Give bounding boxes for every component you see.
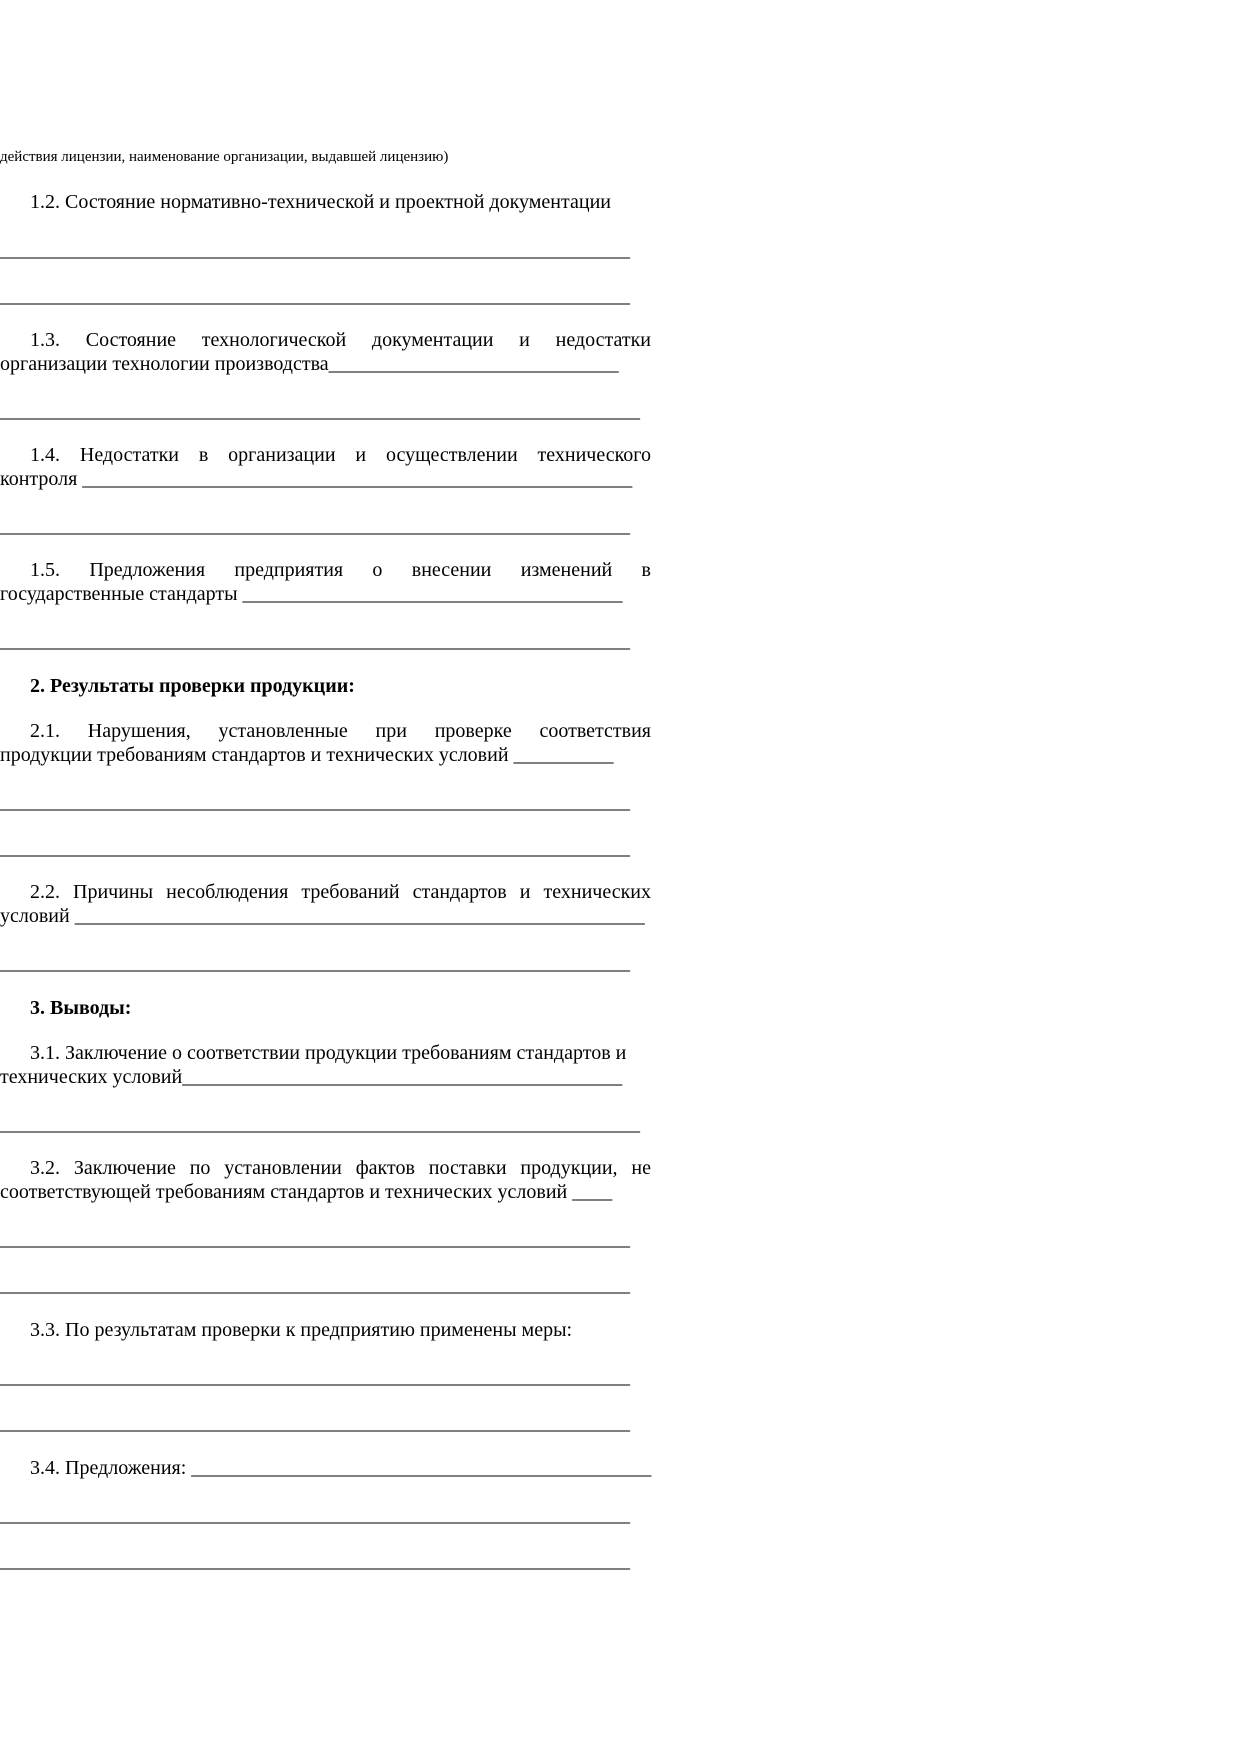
blank-line[interactable]: ________________________________________________________________ [0, 400, 640, 422]
section-1-3-line1: 1.3. Состояние технологической документации и недостатки [30, 329, 651, 351]
blank-line[interactable]: _______________________________________________________________ [0, 1550, 630, 1572]
blank-line[interactable]: _______________________________________________________________ [0, 1504, 630, 1526]
section-1-5-line1: 1.5. Предложения предприятия о внесении изменений в [30, 559, 651, 581]
section-3-1-line1: 3.1. Заключение о соответствии продукции требованиям стандартов и [30, 1042, 627, 1064]
section-3-2-line1: 3.2. Заключение по установлении фактов поставки продукции, не [30, 1157, 651, 1179]
blank-line[interactable]: ________________________________________________________________ [0, 1113, 640, 1135]
section-3-4: 3.4. Предложения: ______________________________________________ [30, 1457, 652, 1479]
blank-line[interactable]: _______________________________________________________________ [0, 1274, 630, 1296]
blank-line[interactable]: _______________________________________________________________ [0, 1228, 630, 1250]
blank-line[interactable]: _______________________________________________________________ [0, 1366, 630, 1388]
heading-section-3: 3. Выводы: [30, 997, 132, 1019]
section-3-3: 3.3. По результатам проверки к предприятию применены меры: [30, 1319, 573, 1341]
blank-line[interactable]: _______________________________________________________________ [0, 952, 630, 974]
section-2-1-line2: продукции требованиям стандартов и технических условий __________ [0, 744, 614, 766]
license-caption: действия лицензии, наименование организации, выдавшей лицензию) [0, 149, 449, 165]
blank-line[interactable]: _______________________________________________________________ [0, 837, 630, 859]
section-2-1-line1: 2.1. Нарушения, установленные при проверке соответствия [30, 720, 651, 742]
blank-line[interactable]: _______________________________________________________________ [0, 1412, 630, 1434]
section-1-5-line2: государственные стандарты ______________________________________ [0, 583, 623, 605]
section-1-2: 1.2. Состояние нормативно-технической и проектной документации [30, 191, 611, 213]
blank-line[interactable]: _______________________________________________________________ [0, 515, 630, 537]
section-1-4-line1: 1.4. Недостатки в организации и осуществлении технического [30, 444, 651, 466]
blank-line[interactable]: _______________________________________________________________ [0, 630, 630, 652]
blank-line[interactable]: _______________________________________________________________ [0, 285, 630, 307]
section-2-2-line1: 2.2. Причины несоблюдения требований стандартов и технических [30, 881, 651, 903]
section-3-1-line2: технических условий____________________________________________ [0, 1066, 623, 1088]
section-2-2-line2: условий _________________________________________________________ [0, 905, 645, 927]
section-1-3-line2: организации технологии производства_____________________________ [0, 353, 619, 375]
section-3-2-line2: соответствующей требованиям стандартов и технических условий ____ [0, 1181, 613, 1203]
blank-line[interactable]: _______________________________________________________________ [0, 791, 630, 813]
section-1-4-line2: контроля _______________________________________________________ [0, 468, 633, 490]
blank-line[interactable]: _______________________________________________________________ [0, 239, 630, 261]
heading-section-2: 2. Результаты проверки продукции: [30, 675, 355, 697]
